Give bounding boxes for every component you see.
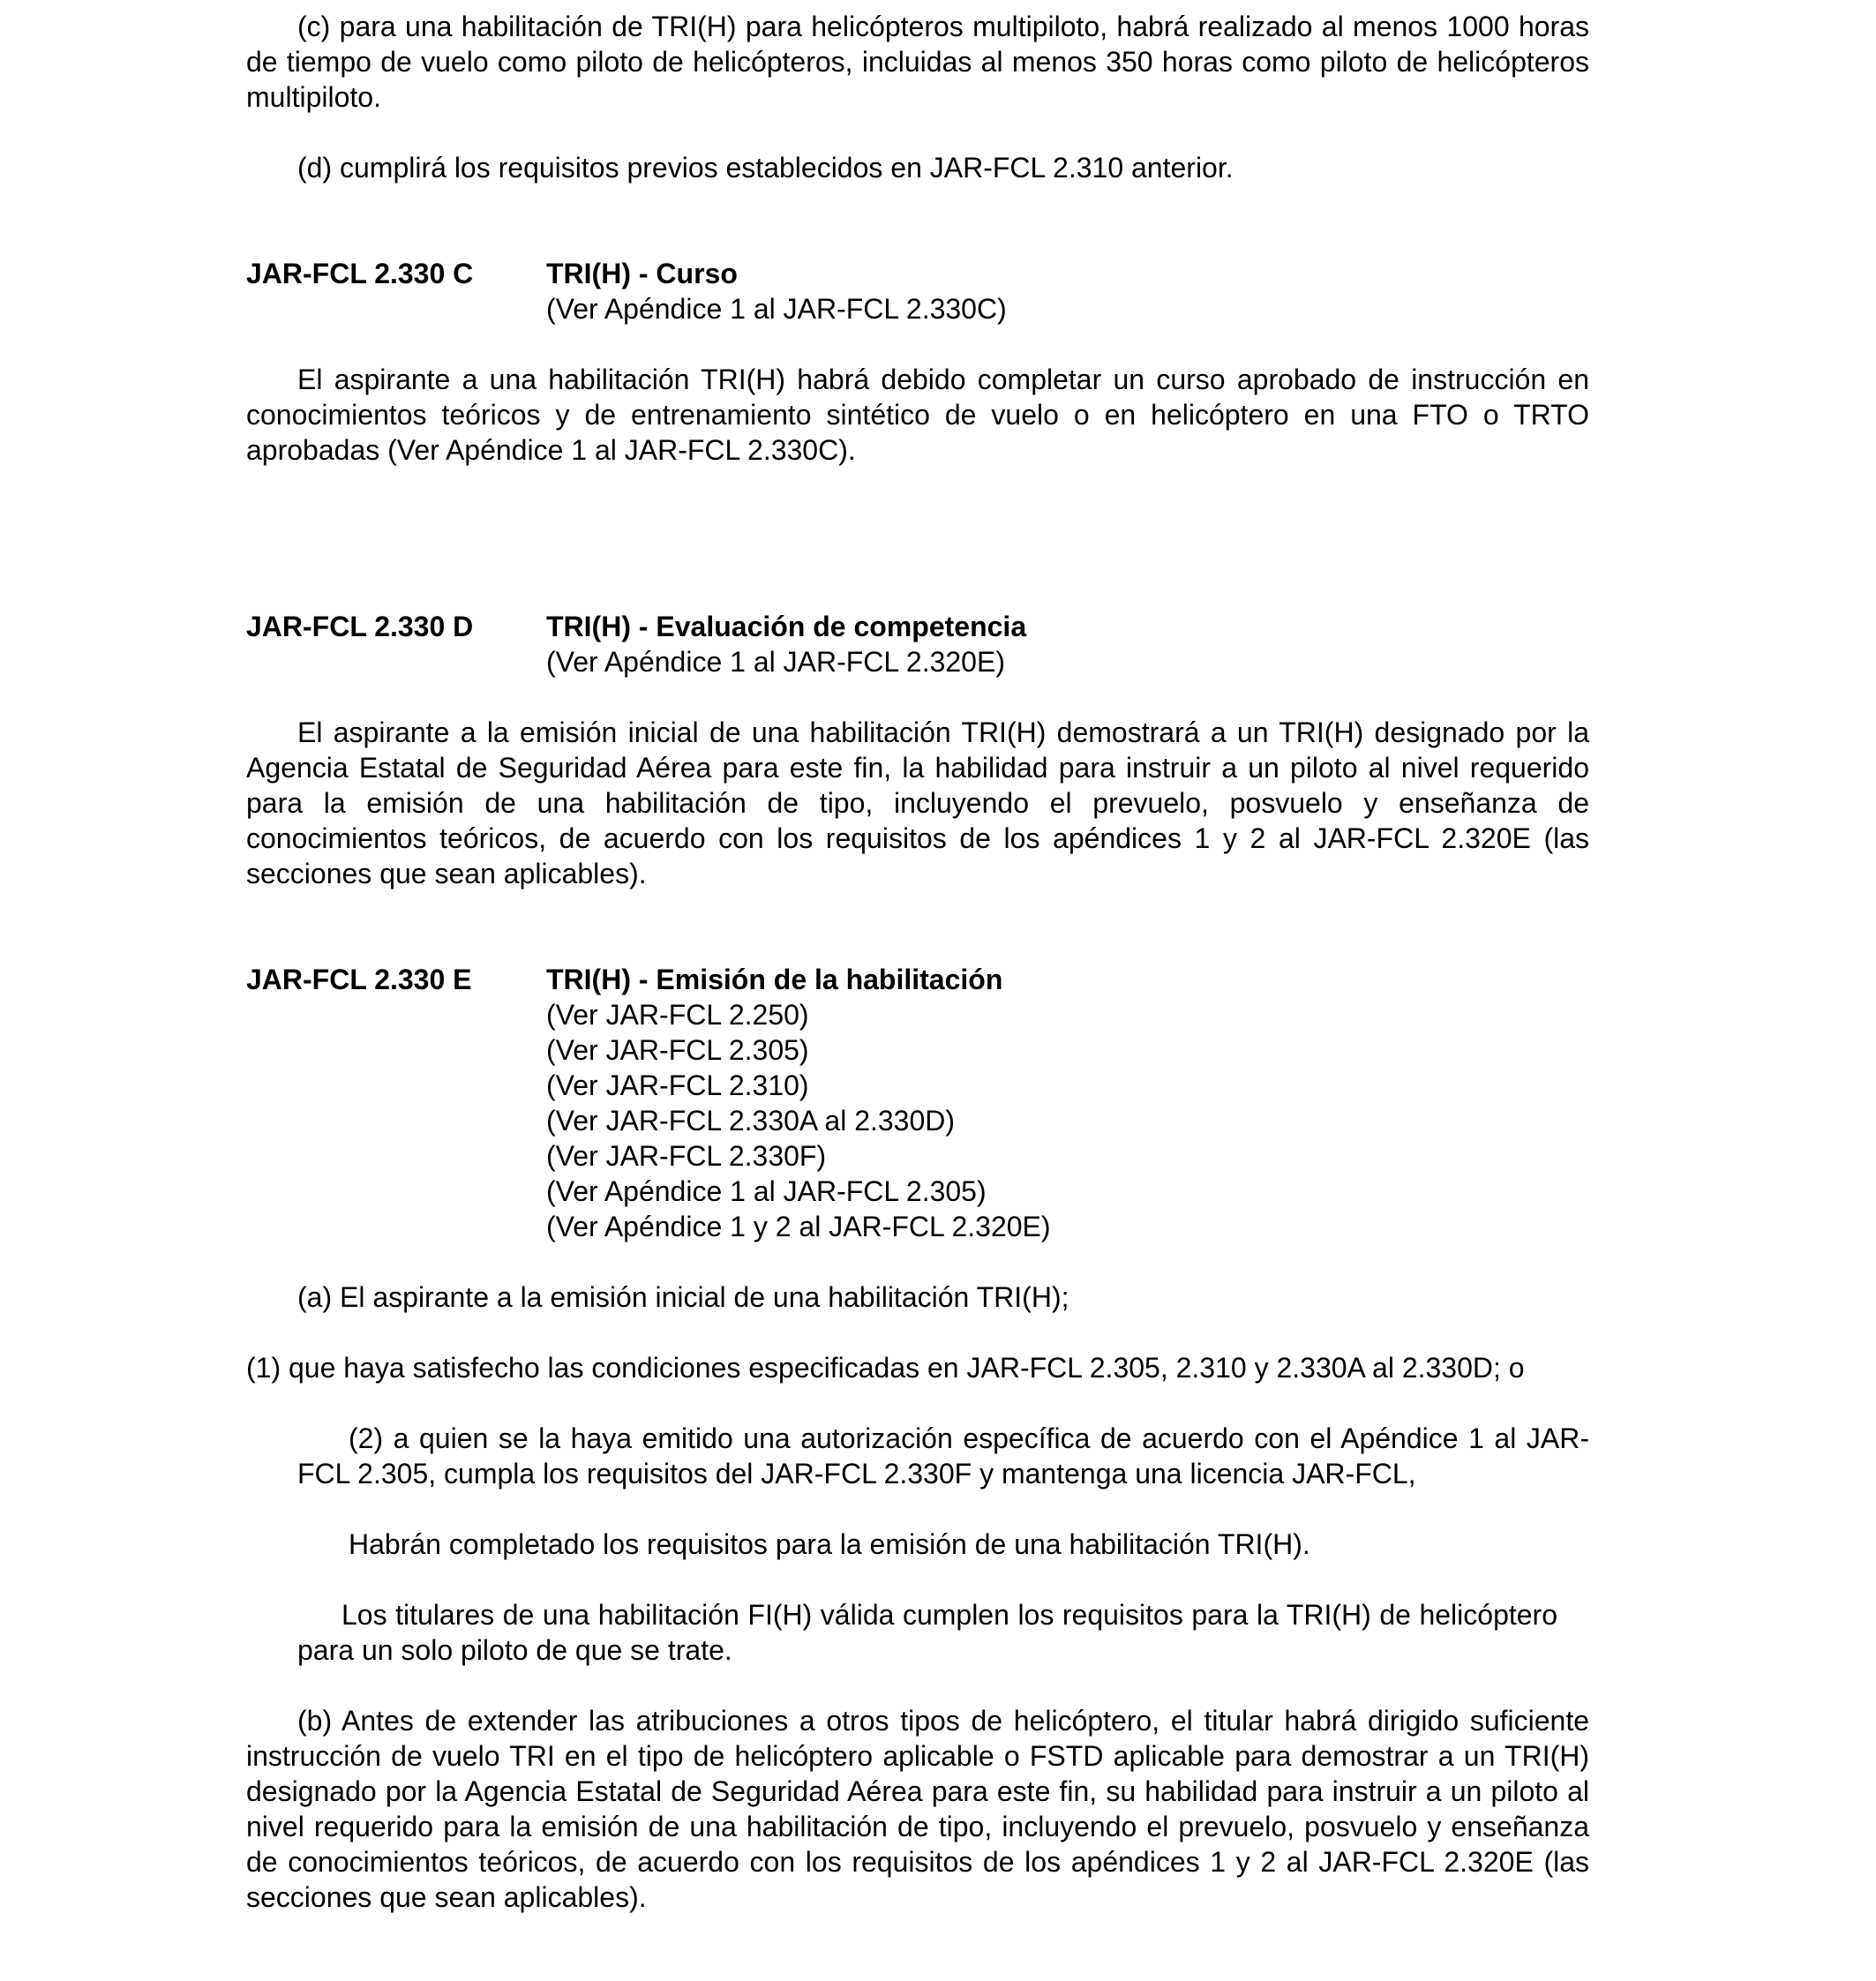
section-330d-heading xyxy=(246,609,1589,679)
completed-requirements: Habrán completado los requisitos para la emisión de una habilitación TRI(H). xyxy=(349,1528,1310,1560)
section-reference: (Ver Apéndice 1 y 2 al JAR-FCL 2.320E) xyxy=(546,1211,1051,1242)
section-330d-body: El aspirante a la emisión inicial de una habilitación TRI(H) demostrará a un TRI(H) designado por la Agencia Estatal de Seguridad Aérea para este fin, la habilidad para instruir a un piloto al nivel requerido para la emisión de una habilitación de tipo, incluyendo el prevuelo, posvuelo y enseñanza de conocimientos teóricos, de acuerdo con los requisitos de los apéndices 1 y 2 al JAR-FCL 2.320E (las secciones que sean aplicables). xyxy=(246,717,1589,889)
section-reference: (Ver Apéndice 1 al JAR-FCL 2.305) xyxy=(546,1175,987,1207)
section-reference: (Ver JAR-FCL 2.330A al 2.330D) xyxy=(546,1105,956,1137)
section-reference: (Ver JAR-FCL 2.310) xyxy=(546,1069,809,1101)
fi-holders-note: Los titulares de una habilitación FI(H) válida cumplen los requisitos para la TRI(H) de helicóptero para un solo piloto de que se trate. xyxy=(297,1599,1557,1666)
paragraph-d: (d) cumplirá los requisitos previos establecidos en JAR-FCL 2.310 anterior. xyxy=(297,152,1234,184)
document-body xyxy=(246,9,1589,1915)
item-a: (a) El aspirante a la emisión inicial de una habilitación TRI(H); xyxy=(297,1281,1069,1313)
section-code: JAR-FCL 2.330 D xyxy=(246,611,474,642)
item-1: (1) que haya satisfecho las condiciones especificadas en JAR-FCL 2.305, 2.310 y 2.330A al 2.330D; o xyxy=(246,1352,1525,1384)
section-reference: (Ver Apéndice 1 al JAR-FCL 2.330C) xyxy=(546,293,1007,325)
section-330c-body: El aspirante a una habilitación TRI(H) habrá debido completar un curso aprobado de instrucción en conocimientos teóricos y de entrenamiento sintético de vuelo o en helicóptero en una FTO o TRTO aprobadas (Ver Apéndice 1 al JAR-FCL 2.330C). xyxy=(246,364,1589,466)
section-reference: (Ver JAR-FCL 2.305) xyxy=(546,1034,809,1066)
section-title: TRI(H) - Curso xyxy=(546,258,738,289)
section-reference: (Ver JAR-FCL 2.330F) xyxy=(546,1140,827,1172)
item-2: (2) a quien se la haya emitido una autorización específica de acuerdo con el Apéndice 1 al JAR-FCL 2.305, cumpla los requisitos del JAR-FCL 2.330F y mantenga una licencia JAR-FCL, xyxy=(297,1422,1589,1490)
paragraph-c: (c) para una habilitación de TRI(H) para helicópteros multipiloto, habrá realizado al menos 1000 horas de tiempo de vuelo como piloto de helicópteros, incluidas al menos 350 horas como piloto de helicópteros multipiloto. xyxy=(246,11,1589,113)
section-title: TRI(H) - Evaluación de competencia xyxy=(546,611,1027,642)
section-reference: (Ver Apéndice 1 al JAR-FCL 2.320E) xyxy=(546,646,1005,678)
section-reference: (Ver JAR-FCL 2.250) xyxy=(546,999,809,1031)
section-code: JAR-FCL 2.330 E xyxy=(246,964,472,995)
section-code: JAR-FCL 2.330 C xyxy=(246,258,474,289)
item-b: (b) Antes de extender las atribuciones a otros tipos de helicóptero, el titular habrá dirigido suficiente instrucción de vuelo TRI en el tipo de helicóptero aplicable o FSTD aplicable para demostrar a un TRI(H) designado por la Agencia Estatal de Seguridad Aérea para este fin, su habilidad para instruir a un piloto al nivel requerido para la emisión de una habilitación de tipo, incluyendo el prevuelo, posvuelo y enseñanza de conocimientos teóricos, de acuerdo con los requisitos de los apéndices 1 y 2 al JAR-FCL 2.320E (las secciones que sean aplicables). xyxy=(246,1705,1589,1913)
section-title: TRI(H) - Emisión de la habilitación xyxy=(546,964,1003,995)
section-330e-heading xyxy=(246,962,1589,1244)
section-330c-heading xyxy=(246,256,1589,326)
